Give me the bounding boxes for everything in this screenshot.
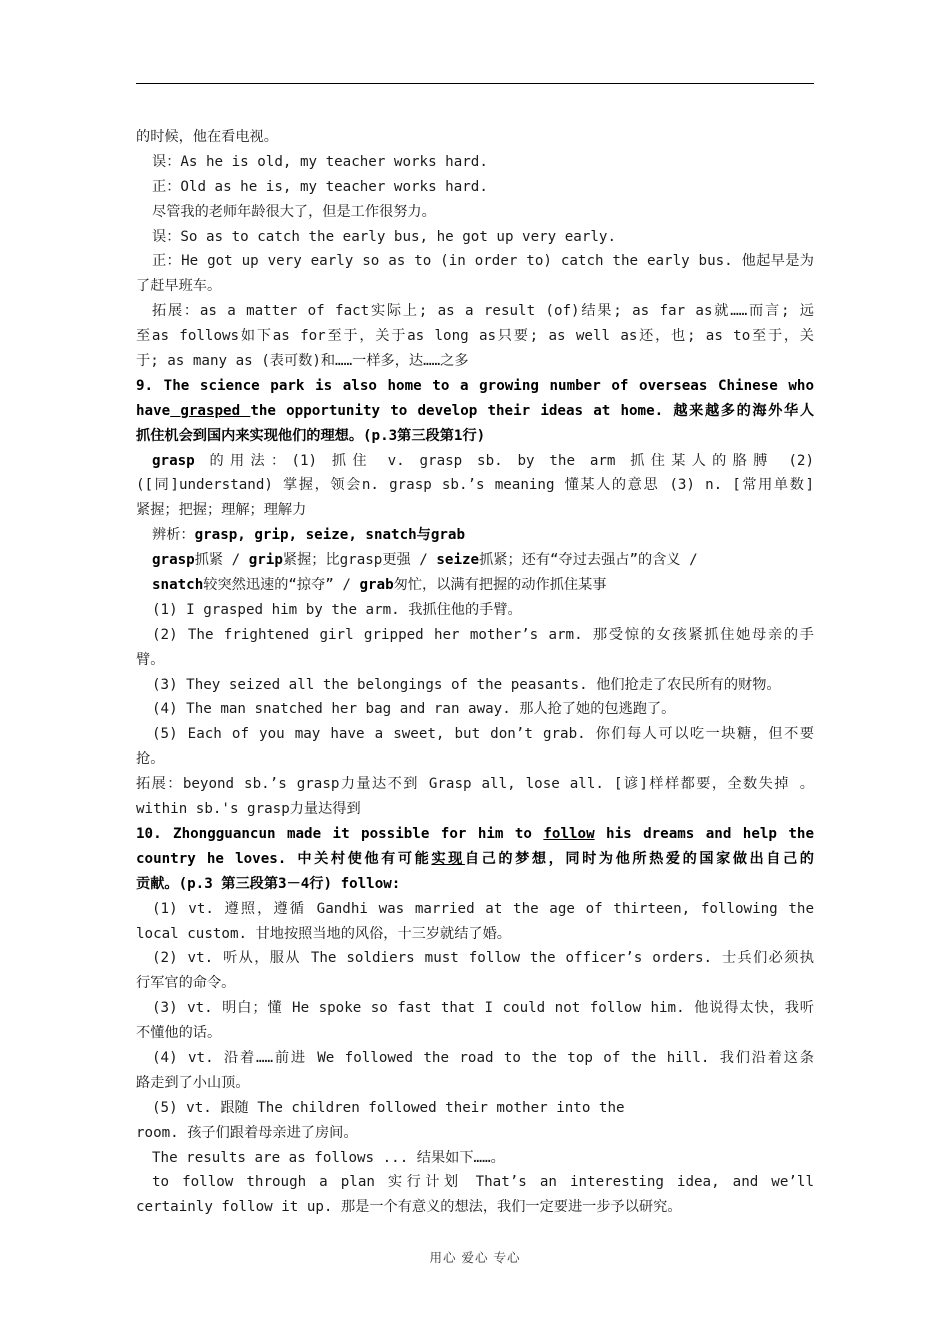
text-line: (5) vt. 跟随 The children followed their mother into the xyxy=(152,1099,625,1116)
text-line: (2) vt. 听从，服从 The soldiers must follow the officer’s orders. 士兵们必须执 xyxy=(152,950,814,967)
text-line: within sb.'s grasp力量达得到 xyxy=(136,801,361,818)
text-line: (5) Each of you may have a sweet, but don’t grab. 你们每人可以吃一块糖，但不要 xyxy=(152,726,814,743)
text-line: 于; as many as (表可数)和……一样多，达……之多 xyxy=(136,353,469,370)
text-line: 拓展：beyond sb.’s grasp力量达不到 Grasp all, lose all. [谚]样样都要，全数失掉 。 xyxy=(136,776,814,793)
text-line: (2) The frightened girl gripped her mother’s arm. 那受惊的女孩紧抓住她母亲的手 xyxy=(152,626,814,643)
text-line: room. 孩子们跟着母亲进了房间。 xyxy=(136,1124,358,1141)
text-line: have grasped the opportunity to develop their ideas at home. 越来越多的海外华人 xyxy=(136,402,814,419)
text-line: 尽管我的老师年龄很大了，但是工作很努力。 xyxy=(152,203,436,220)
text-line: 正：He got up very early so as to (in order to) catch the early bus. 他起早是为 xyxy=(152,253,814,270)
section-heading-9: 9. The science park is also home to a growing number of overseas Chinese who xyxy=(136,377,814,394)
text-line: (4) vt. 沿着……前进 We followed the road to the top of the hill. 我们沿着这条 xyxy=(152,1049,814,1066)
text-line: 抢。 xyxy=(136,751,165,768)
document-body xyxy=(136,125,814,1220)
text-line: (1) vt. 遵照，遵循 Gandhi was married at the age of thirteen, following the xyxy=(152,900,814,917)
text-line: 紧握；把握；理解；理解力 xyxy=(136,502,307,519)
text-line: grasp 的用法：(1) 抓住 v. grasp sb. by the arm 抓住某人的胳膊 (2) xyxy=(152,452,814,469)
text-line: (4) The man snatched her bag and ran away. 那人抢了她的包逃跑了。 xyxy=(152,701,676,718)
text-line: certainly follow it up. 那是一个有意义的想法，我们一定要进一步予以研究。 xyxy=(136,1199,682,1216)
text-line: 的时候，他在看电视。 xyxy=(136,129,278,145)
text-line: snatch较突然迅速的“掠夺” / grab匆忙，以满有把握的动作抓住某事 xyxy=(152,577,607,594)
page-footer: 用心 爱心 专心 xyxy=(429,1250,521,1265)
section-heading-10: 10. Zhongguancun made it possible for him to follow his dreams and help the xyxy=(136,825,814,842)
text-line: to follow through a plan 实行计划 That’s an interesting idea, and we’ll xyxy=(152,1174,814,1191)
text-line: (3) vt. 明白；懂 He spoke so fast that I could not follow him. 他说得太快，我听 xyxy=(152,1000,814,1017)
text-line: The results are as follows ... 结果如下……。 xyxy=(152,1149,505,1166)
text-line: 了赶早班车。 xyxy=(136,278,222,295)
text-line: 至as follows如下as for至于，关于as long as只要; as well as还，也; as to至于，关 xyxy=(136,328,814,345)
text-line: 拓展：as a matter of fact实际上; as a result (of)结果; as far as就……而言; 远 xyxy=(152,303,814,320)
underlined-term: grasped xyxy=(170,402,251,419)
text-line: grasp抓紧 / grip紧握；比grasp更强 / seize抓紧；还有“夺过去强占”的含义 / xyxy=(152,552,698,569)
text-line: (1) I grasped him by the arm. 我抓住他的手臂。 xyxy=(152,601,522,618)
text-line: 贡献。(p.3 第三段第3－4行) follow: xyxy=(136,875,401,892)
underlined-term: 实现 xyxy=(431,850,465,867)
text-line: 正：Old as he is, my teacher works hard. xyxy=(152,178,488,195)
text-line: local custom. 甘地按照当地的风俗，十三岁就结了婚。 xyxy=(136,925,511,942)
text-line: 路走到了小山顶。 xyxy=(136,1074,250,1091)
text-line: 误：As he is old, my teacher works hard. xyxy=(152,153,488,170)
text-line: 抓住机会到国内来实现他们的理想。(p.3第三段第1行) xyxy=(136,427,486,444)
text-line: ([同]understand) 掌握，领会n. grasp sb.’s meaning 懂某人的意思 (3) n. [常用单数] xyxy=(136,477,814,494)
text-line: 辨析：grasp, grip, seize, snatch与grab xyxy=(152,527,466,544)
header-rule xyxy=(136,83,814,84)
underlined-term: follow xyxy=(543,825,595,842)
text-line: 行军官的命令。 xyxy=(136,975,236,992)
text-line: 误：So as to catch the early bus, he got up very early. xyxy=(152,228,616,245)
text-line: (3) They seized all the belongings of the peasants. 他们抢走了农民所有的财物。 xyxy=(152,676,781,693)
text-line: 不懂他的话。 xyxy=(136,1025,222,1042)
text-line: 臂。 xyxy=(136,651,165,668)
text-line: country he loves. 中关村使他有可能实现自己的梦想，同时为他所热爱的国家做出自己的 xyxy=(136,850,814,867)
